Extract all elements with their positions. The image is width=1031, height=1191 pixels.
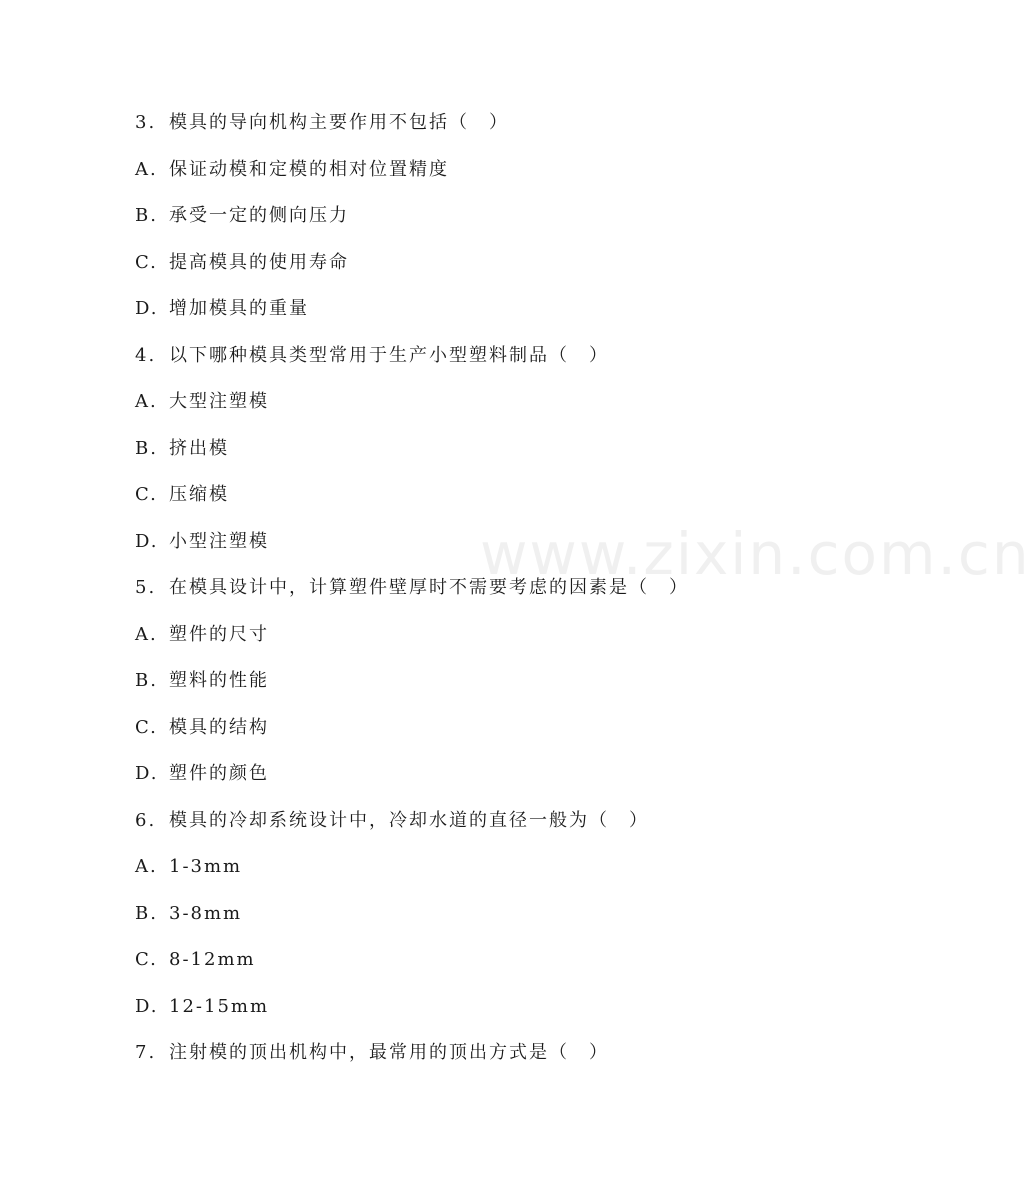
option-a <box>135 152 855 199</box>
option-text: 提高模具的使用寿命 <box>169 251 349 273</box>
option-label: C. <box>135 949 158 970</box>
option-text: 大型注塑模 <box>169 391 269 412</box>
option-c <box>135 245 855 292</box>
option-text: 1-3mm <box>169 856 243 877</box>
option-text: 3-8mm <box>169 902 243 924</box>
question-number: 3. <box>135 112 157 133</box>
option-label: B. <box>135 902 158 924</box>
question-6 <box>135 803 855 850</box>
option-label: B. <box>135 670 158 691</box>
option-label: D. <box>135 995 159 1017</box>
option-label: B. <box>135 205 158 226</box>
option-d <box>135 291 855 338</box>
option-label: B. <box>135 437 158 459</box>
watermark: www.zixin.com.cn <box>480 520 1031 588</box>
question-4 <box>135 338 855 385</box>
option-label: A. <box>135 158 158 180</box>
option-b <box>135 431 855 478</box>
question-number: 7. <box>135 1042 157 1063</box>
option-label: D. <box>135 763 159 784</box>
question-text: 以下哪种模具类型常用于生产小型塑料制品（ ） <box>169 344 609 366</box>
option-label: D. <box>135 298 159 319</box>
option-a <box>135 384 855 431</box>
option-text: 塑料的性能 <box>169 670 269 691</box>
option-label: A. <box>135 391 158 412</box>
option-text: 12-15mm <box>169 995 270 1017</box>
question-text: 模具的导向机构主要作用不包括（ ） <box>169 112 509 133</box>
option-d <box>135 756 855 803</box>
option-c <box>135 942 855 989</box>
option-text: 增加模具的重量 <box>169 298 309 319</box>
option-label: C. <box>135 716 158 738</box>
question-text: 在模具设计中，计算塑件壁厚时不需要考虑的因素是（ ） <box>169 577 689 598</box>
question-list <box>135 105 855 1082</box>
option-text: 压缩模 <box>169 484 229 505</box>
option-b <box>135 663 855 710</box>
option-c <box>135 477 855 524</box>
option-label: A. <box>135 623 158 645</box>
question-5 <box>135 570 855 617</box>
option-a <box>135 617 855 664</box>
option-label: C. <box>135 251 158 273</box>
question-number: 4. <box>135 344 157 366</box>
question-number: 5. <box>135 577 157 598</box>
option-label: D. <box>135 530 159 552</box>
option-text: 保证动模和定模的相对位置精度 <box>169 158 449 180</box>
option-d <box>135 989 855 1036</box>
option-text: 8-12mm <box>169 949 256 970</box>
option-text: 挤出模 <box>169 437 229 459</box>
question-text: 注射模的顶出机构中，最常用的顶出方式是（ ） <box>169 1042 609 1063</box>
option-c <box>135 710 855 757</box>
option-a <box>135 849 855 896</box>
option-text: 承受一定的侧向压力 <box>169 205 349 226</box>
question-3 <box>135 105 855 152</box>
option-d <box>135 524 855 571</box>
question-7 <box>135 1035 855 1082</box>
option-text: 塑件的尺寸 <box>169 623 269 645</box>
question-text: 模具的冷却系统设计中，冷却水道的直径一般为（ ） <box>169 809 649 831</box>
option-b <box>135 198 855 245</box>
option-label: A. <box>135 856 158 877</box>
option-text: 塑件的颜色 <box>169 763 269 784</box>
option-label: C. <box>135 484 158 505</box>
option-text: 模具的结构 <box>169 716 269 738</box>
question-number: 6. <box>135 809 157 831</box>
option-b <box>135 896 855 943</box>
option-text: 小型注塑模 <box>169 530 269 552</box>
